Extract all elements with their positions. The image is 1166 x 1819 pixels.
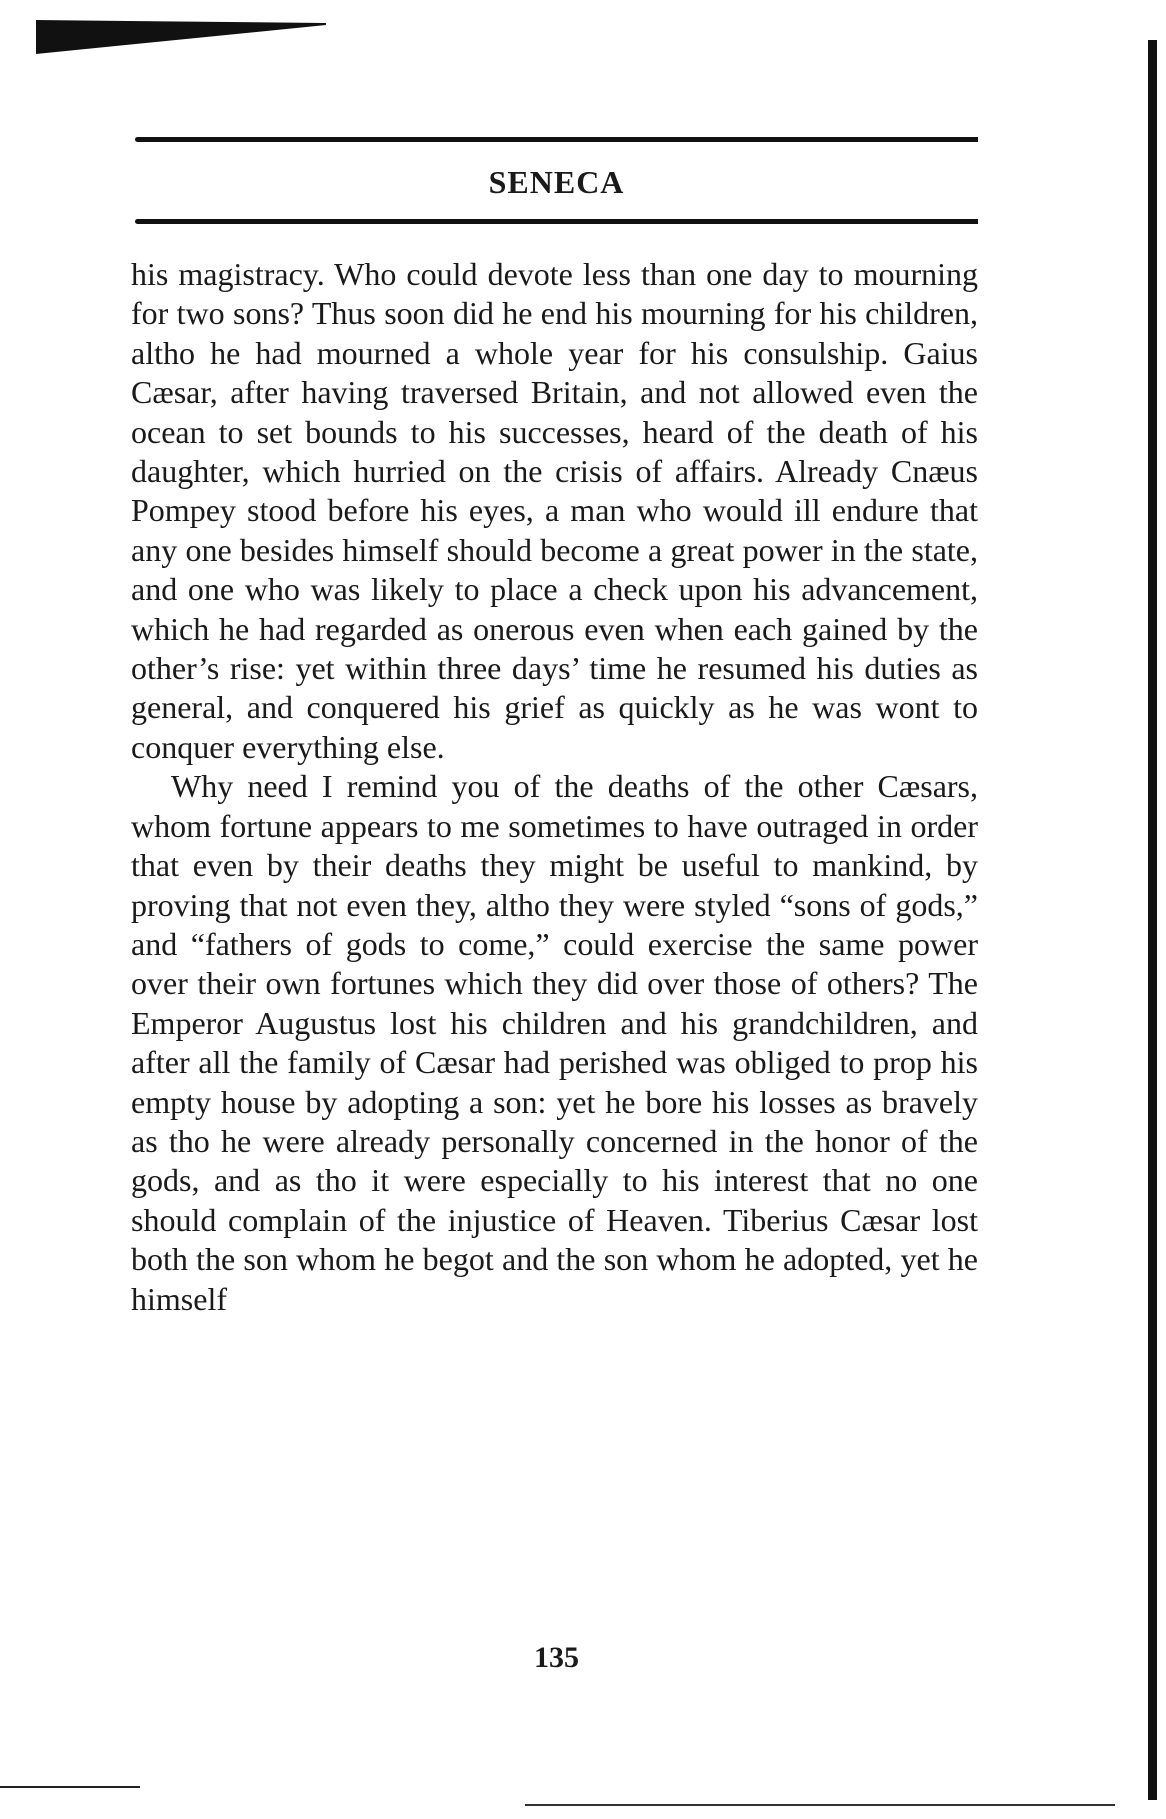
- scan-edge-right: [1148, 40, 1157, 1800]
- header-rule-bottom: [135, 219, 978, 224]
- running-head: SENECA: [488, 164, 625, 200]
- paragraph-1: his magistracy. Who could devote less than one day to mourning for two sons? Thus soon did he end his mourning for his children, altho he had mourned a whole year for his consulship. Gaius Cæsar, after having traversed Britain, and not allowed even the ocean to set bounds to his successes, heard of the death of his daughter, which hurried on the crisis of affairs. Already Cnæus Pompey stood before his eyes, a man who would ill endure that any one besides himself should become a great power in the state, and one who was likely to place a check upon his advancement, which he had regarded as onerous even when each gained by the other’s rise: yet within three days’ time he resumed his duties as general, and conquered his grief as quickly as he was wont to conquer everything else.: [131, 256, 978, 765]
- page-number: 135: [534, 1641, 579, 1674]
- page-body: [131, 255, 978, 1319]
- paragraph-2: Why need I remind you of the deaths of the other Cæsars, whom fortune appears to me sometimes to have outraged in order that even by their deaths they might be useful to mankind, by proving that not even they, altho they were styled “sons of gods,” and “fathers of gods to come,” could exercise the same power over their own fortunes which they did over those of others? The Emperor Augustus lost his children and his grandchildren, and after all the family of Cæsar had perished was obliged to prop his empty house by adopting a son: yet he bore his losses as bravely as tho he were already personally concerned in the honor of the gods, and as tho it were especially to his interest that no one should complain of the injustice of Heaven. Tiberius Cæsar lost both the son whom he begot and the son whom he adopted, yet he himself: [131, 768, 978, 1317]
- scan-mark-top-left: [36, 20, 336, 54]
- scan-edge-bottom-left: [0, 1786, 140, 1788]
- header-rule-top: [135, 137, 978, 142]
- scan-edge-bottom-right: [525, 1804, 1115, 1806]
